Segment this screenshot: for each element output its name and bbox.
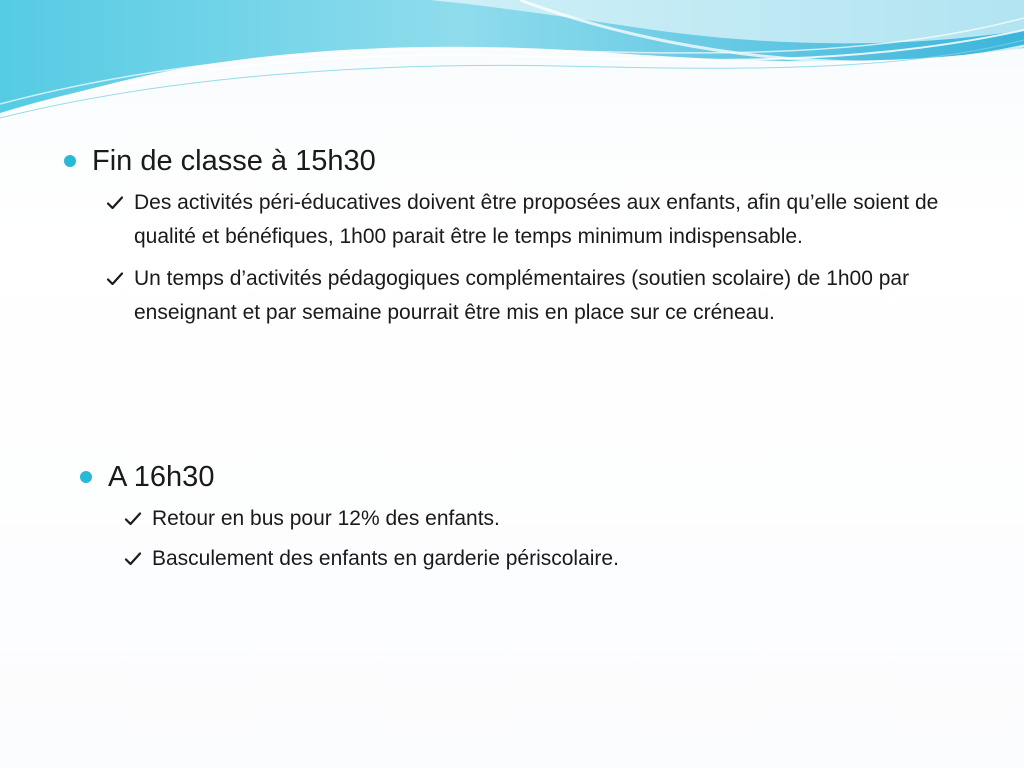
checkmark-icon bbox=[106, 186, 128, 220]
sub-bullet-list bbox=[124, 502, 960, 576]
list-item-text: Des activités péri-éducatives doivent être proposées aux enfants, afin qu’elle soient de qualité et bénéfiques, 1h00 parait être le temps minimum indispensable. bbox=[134, 191, 939, 248]
list-item bbox=[124, 502, 960, 536]
sub-bullet-list bbox=[106, 186, 964, 330]
checkmark-icon bbox=[106, 262, 128, 296]
list-item-text: Retour en bus pour 12% des enfants. bbox=[152, 507, 500, 530]
checkmark-icon bbox=[124, 542, 146, 576]
bullet-dot-icon bbox=[80, 471, 92, 483]
bullet-dot-icon bbox=[64, 155, 76, 167]
list-item bbox=[124, 542, 960, 576]
section-title: Fin de classe à 15h30 bbox=[92, 145, 376, 177]
list-item-text: Basculement des enfants en garderie périscolaire. bbox=[152, 547, 619, 570]
list-item bbox=[106, 262, 964, 330]
section-at-1630 bbox=[80, 458, 960, 582]
section-heading bbox=[80, 458, 960, 496]
section-end-of-class bbox=[64, 142, 964, 338]
list-item bbox=[106, 186, 964, 254]
section-title: A 16h30 bbox=[108, 461, 215, 493]
list-item-text: Un temps d’activités pédagogiques complémentaires (soutien scolaire) de 1h00 par enseignant et par semaine pourrait être mis en place sur ce créneau. bbox=[134, 267, 910, 324]
section-heading bbox=[64, 142, 964, 180]
checkmark-icon bbox=[124, 502, 146, 536]
